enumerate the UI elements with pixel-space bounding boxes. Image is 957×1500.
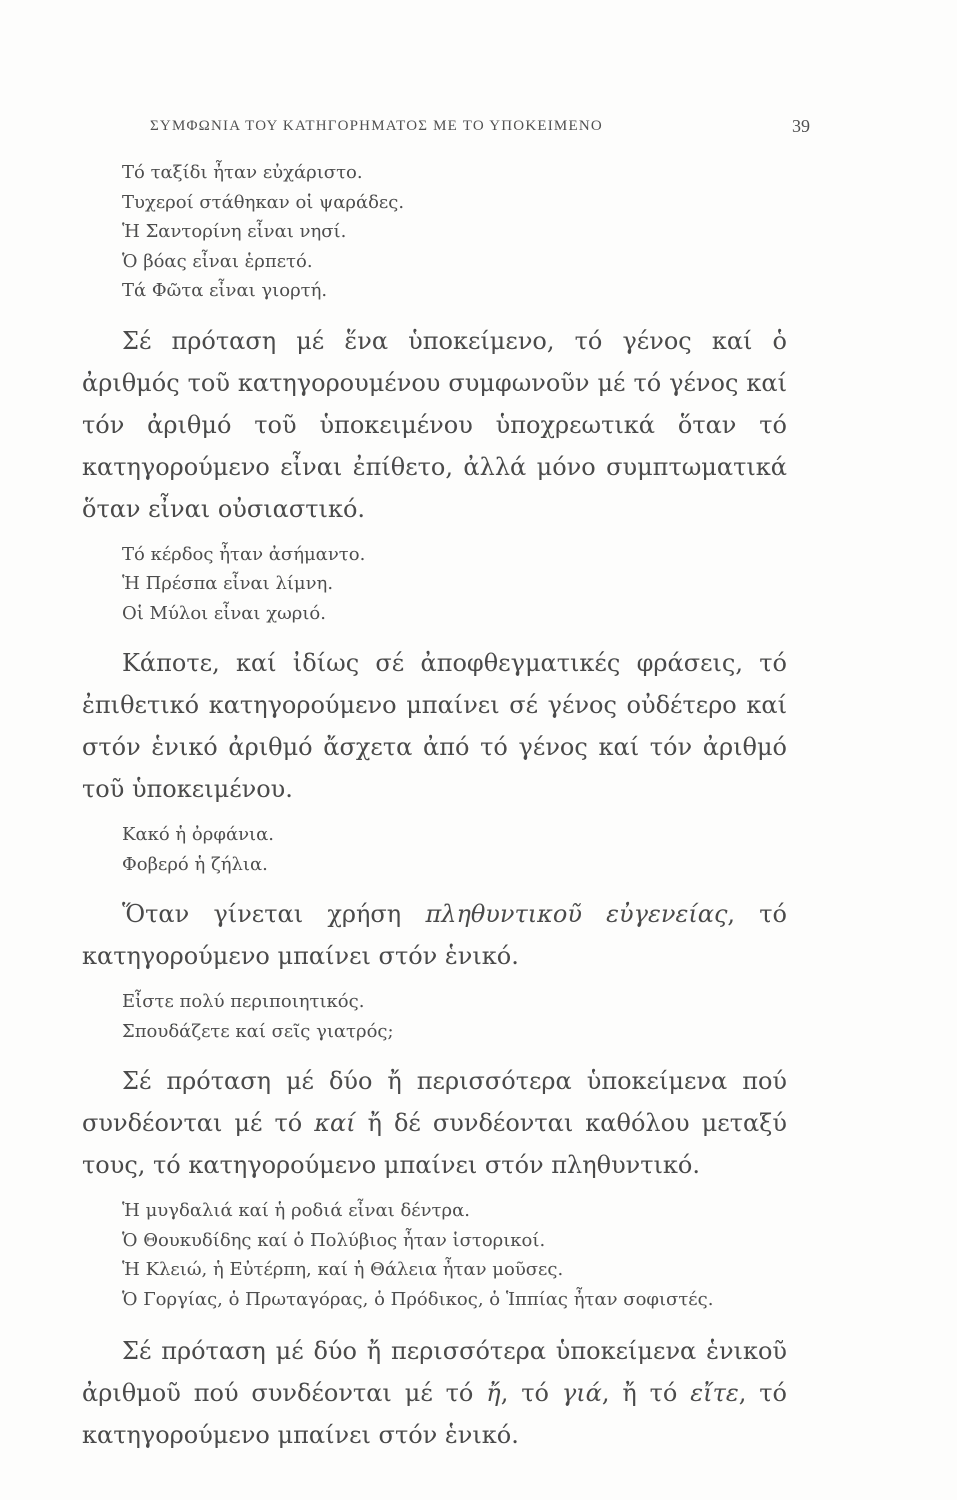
example-group-5	[82, 1196, 787, 1314]
running-head	[150, 118, 810, 142]
rule-paragraph-4	[82, 1060, 787, 1186]
rule-text-after: , τό κατηγορούμενο μπαίνει στόν ἑνικό.	[82, 1379, 787, 1449]
rule-text-middle: , τό	[500, 1379, 562, 1407]
example-sentence: Ὁ βόας εἶναι ἑρπετό.	[122, 250, 313, 272]
rule-text-after: ἤ δέ συνδέονται καθόλου μεταξύ τους, τό κατηγορούμενο μπαίνει στόν πληθυντικό.	[82, 1109, 787, 1179]
example-sentence: Ἡ μυγδαλιά καί ἡ ροδιά εἶναι δέντρα.	[122, 1200, 470, 1221]
rule-paragraph-3	[82, 893, 787, 977]
example-sentence: Οἱ Μύλοι εἶναι χωριό.	[122, 602, 326, 624]
rule-text-before: Σέ πρόταση μέ δύο ἤ περισσότερα ὑποκείμενα πού συνδέονται μέ τό	[82, 1067, 787, 1137]
example-group-4	[82, 987, 787, 1046]
rule-paragraph-5	[82, 1330, 787, 1456]
rule-paragraph-2	[82, 642, 787, 810]
example-group-3	[82, 820, 787, 879]
example-sentence: Ἡ Πρέσπα εἶναι λίμνη.	[122, 573, 334, 594]
example-sentence: Φοβερό ἡ ζήλια.	[122, 853, 268, 875]
running-title: ΣΥΜΦΩΝΙΑ ΤΟΥ ΚΑΤΗΓΟΡΗΜΑΤΟΣ ΜΕ ΤΟ ΥΠΟΚΕΙΜΕΝΟ	[150, 118, 603, 134]
rule-text-before: Σέ πρόταση μέ δύο ἤ περισσότερα ὑποκείμενα ἑνικοῦ ἀριθμοῦ πού συνδέονται μέ τό	[82, 1337, 787, 1407]
rule-text-emphasis: ἤ	[486, 1379, 501, 1407]
example-sentence: Ἡ Κλειώ, ἡ Εὐτέρπη, καί ἡ Θάλεια ἦταν μοῦσες.	[122, 1259, 564, 1280]
example-sentence: Ἡ Σαντορίνη εἶναι νησί.	[122, 221, 347, 242]
rule-text: Κάποτε, καί ἰδίως σέ ἀποφθεγματικές φράσεις, τό ἐπιθετικό κατηγορούμενο μπαίνει σέ γένος οὐδέτερο καί στόν ἑνικό ἀριθμό ἄσχετα ἀπό τό γένος καί τόν ἀριθμό τοῦ ὑποκειμένου.	[82, 649, 787, 803]
page-number: 39	[792, 116, 810, 136]
example-sentence: Σπουδάζετε καί σεῖς γιατρός;	[122, 1020, 394, 1042]
example-sentence: Τυχεροί στάθηκαν οἱ ψαράδες.	[122, 191, 405, 213]
example-sentence: Κακό ἡ ὀρφάνια.	[122, 824, 274, 845]
rule-text-emphasis: πληθυντικοῦ εὐγενείας	[425, 900, 728, 928]
example-sentence: Εἶστε πολύ περιποιητικός.	[122, 991, 365, 1012]
rule-text-after: , τό κατηγορούμενο μπαίνει στόν ἑνικό.	[82, 900, 788, 970]
example-group-2	[82, 540, 787, 629]
rule-text-middle: , ἤ τό	[601, 1379, 691, 1407]
rule-text-emphasis: εἴτε	[690, 1379, 739, 1407]
example-sentence: Ὁ Θουκυδίδης καί ὁ Πολύβιος ἦταν ἱστορικοί.	[122, 1229, 546, 1251]
rule-text-emphasis: καί	[314, 1109, 356, 1137]
example-sentence: Τά Φῶτα εἶναι γιορτή.	[122, 280, 328, 301]
example-sentence: Ὁ Γοργίας, ὁ Πρωταγόρας, ὁ Πρόδικος, ὁ Ἱππίας ἦταν σοφιστές.	[122, 1288, 714, 1310]
example-sentence: Τό ταξίδι ἦταν εὐχάριστο.	[122, 162, 363, 183]
page-body	[82, 158, 787, 1456]
example-group-1	[82, 158, 787, 306]
rule-text-emphasis: γιά	[561, 1379, 602, 1407]
example-sentence: Τό κέρδος ἦταν ἀσήμαντο.	[122, 543, 366, 565]
rule-text-before: Ὅταν γίνεται χρήση	[122, 900, 426, 928]
rule-paragraph-1	[82, 320, 787, 530]
rule-text: Σέ πρόταση μέ ἕνα ὑποκείμενο, τό γένος καί ὁ ἀριθμός τοῦ κατηγορουμένου συμφωνοῦν μέ τό γένος καί τόν ἀριθμό τοῦ ὑποκειμένου ὑποχρεωτικά ὅταν τό κατηγορούμενο εἶναι ἐπίθετο, ἀλλά μόνο συμπτωματικά ὅταν εἶναι οὐσιαστικό.	[82, 326, 787, 523]
